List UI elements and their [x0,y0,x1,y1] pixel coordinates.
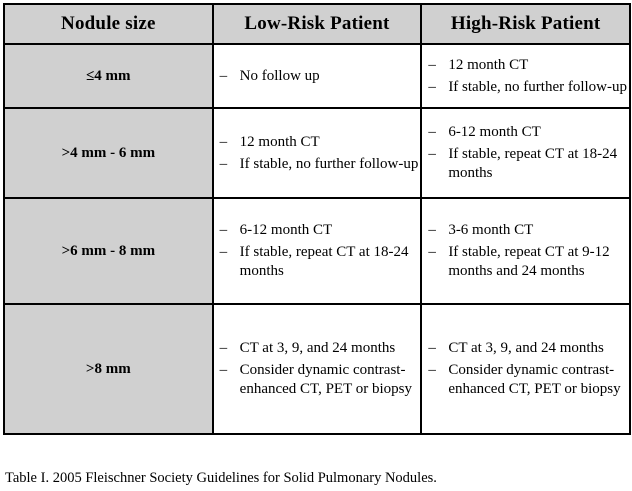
table-body [4,44,630,434]
low-risk-recommendations [213,108,422,198]
list-item [422,78,629,97]
table-row [4,304,630,434]
nodule-size-value: >8 mm [4,304,213,434]
document-page [0,3,632,491]
list-item [422,221,629,240]
dash-bullet-icon: – [428,222,436,239]
dash-bullet-icon: – [219,340,228,357]
high-risk-recommendations [421,108,630,198]
recommendation-list [214,67,421,86]
list-item [422,145,629,183]
table-row [4,198,630,304]
table-row [4,44,630,108]
recommendation-list [422,123,629,183]
column-header-low-risk-patient: Low-Risk Patient [213,4,422,44]
dash-bullet-icon: – [219,362,228,379]
list-item-label: 12 month CT [448,56,529,73]
dash-bullet-icon: – [219,67,228,84]
list-item [214,133,421,152]
list-item [214,361,421,399]
list-item [214,339,421,358]
dash-bullet-icon: – [428,146,436,163]
nodule-size-value: >6 mm - 8 mm [4,198,213,304]
list-item [422,243,629,281]
recommendation-list [214,133,421,174]
list-item-label: CT at 3, 9, and 24 months [239,340,396,357]
list-item [422,56,629,75]
list-item-label: Consider dynamic contrast-enhanced CT, PET or biopsy [239,362,412,397]
list-item [214,67,421,86]
fleischner-guidelines-table [3,3,631,435]
list-item [422,123,629,142]
list-item-label: 12 month CT [239,133,320,150]
recommendation-list [422,339,629,399]
table-header-row [4,4,630,44]
nodule-size-value: >4 mm - 6 mm [4,108,213,198]
recommendation-list [422,56,629,97]
recommendation-list [214,339,421,399]
low-risk-recommendations [213,198,422,304]
high-risk-recommendations [421,44,630,108]
low-risk-recommendations [213,304,422,434]
list-item-label: If stable, repeat CT at 18-24 months [239,244,409,279]
table-row [4,108,630,198]
dash-bullet-icon: – [219,133,228,150]
dash-bullet-icon: – [428,340,436,357]
list-item-label: If stable, repeat CT at 9-12 months and 24 months [448,244,610,279]
list-item-label: 6-12 month CT [239,222,333,239]
dash-bullet-icon: – [219,244,228,261]
low-risk-recommendations [213,44,422,108]
high-risk-recommendations [421,304,630,434]
list-item [422,339,629,358]
dash-bullet-icon: – [428,244,436,261]
high-risk-recommendations [421,198,630,304]
dash-bullet-icon: – [219,222,228,239]
dash-bullet-icon: – [428,124,436,141]
recommendation-list [422,221,629,281]
table-header [4,4,630,44]
list-item-label: CT at 3, 9, and 24 months [448,340,604,357]
nodule-size-value: ≤4 mm [4,44,213,108]
list-item [214,221,421,240]
list-item [214,243,421,281]
list-item [422,361,629,399]
list-item-label: 3-6 month CT [448,222,534,239]
list-item-label: Consider dynamic contrast-enhanced CT, PET or biopsy [448,362,621,397]
table-caption: Table I. 2005 Fleischner Society Guidelines for Solid Pulmonary Nodules. [5,469,437,486]
column-header-high-risk-patient: High-Risk Patient [421,4,630,44]
dash-bullet-icon: – [428,362,436,379]
list-item-label: If stable, no further follow-up [239,155,419,172]
list-item [214,155,421,174]
column-header-nodule-size: Nodule size [4,4,213,44]
recommendation-list [214,221,421,281]
dash-bullet-icon: – [428,78,436,95]
dash-bullet-icon: – [428,56,436,73]
list-item-label: If stable, repeat CT at 18-24 months [448,146,618,181]
list-item-label: If stable, no further follow-up [448,78,628,95]
dash-bullet-icon: – [219,155,228,172]
list-item-label: 6-12 month CT [448,124,541,141]
list-item-label: No follow up [239,67,320,84]
